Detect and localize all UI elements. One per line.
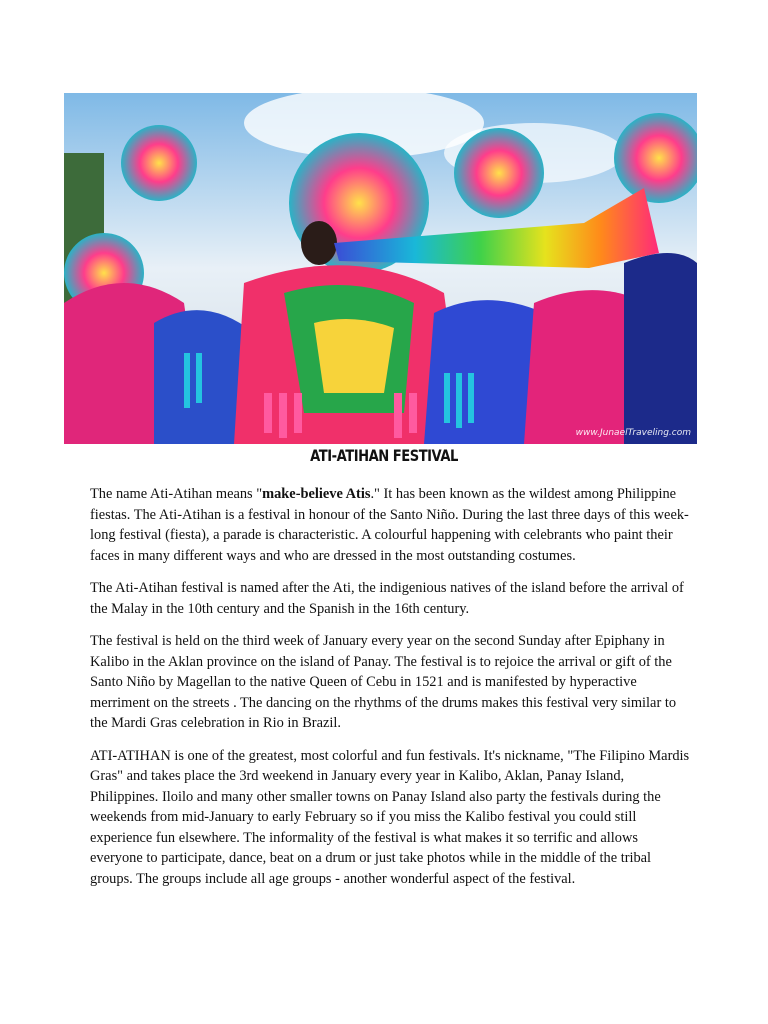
paragraph-1-intro: The name Ati-Atihan means " [90,486,263,502]
paragraph-4: ATI-ATIHAN is one of the greatest, most colorful and fun festivals. It's nickname, "The Filipino Mardis Gras" and takes place the 3rd weekend in January every year in Kalibo, Aklan, Panay Island, Philippines. Iloilo and many other smaller towns on Panay Island also party the festivals during the weekends from mid-January to early February so if you miss the Kalibo festival you could still experience fun elsewhere. The informality of the festival is what makes it so terrific and allows everyone to participate, dance, beat on a drum or just take photos while in the middle of the tribal groups. The groups include all age groups - another wonderful aspect of the festival. [90,747,690,887]
paragraph-3: The festival is held on the third week of January every year on the second Sunday after Epiphany in Kalibo in the Aklan province on the island of Panay. The festival is to rejoice the arrival or gift of the Santo Niño by Magellan to the native Queen of Cebu in 1521 and is manifested by hyperactive merriment on the streets . The dancing on the rhythms of the drums makes this festival very similar to the Mardi Gras celebration in Rio in Brazil. [90,633,677,731]
paragraph-1 [90,484,690,566]
paragraph-2: The Ati-Atihan festival is named after the Ati, the indigenious natives of the island before the arrival of the Malay in the 10th century and the Spanish in the 16th century. [90,580,684,617]
festival-photo-illustration [64,93,697,444]
photo-watermark: www.JunaelTraveling.com [575,428,691,438]
paragraph-1-emphasis: make-believe Atis [262,486,371,502]
festival-photo [64,93,697,444]
article-body [90,484,690,901]
paragraph-1-rest: ." It has been known as the wildest among Philippine fiestas. The Ati-Atihan is a festival in honour of the Santo Niño. During the last three days of this week-long festival (fiesta), a parade is characteristic. A colourful happening with celebrants who paint their faces in many different ways and who are dressed in the most outstanding costumes. [90,486,689,564]
article-title: ATI-ATIHAN FESTIVAL [310,446,458,465]
